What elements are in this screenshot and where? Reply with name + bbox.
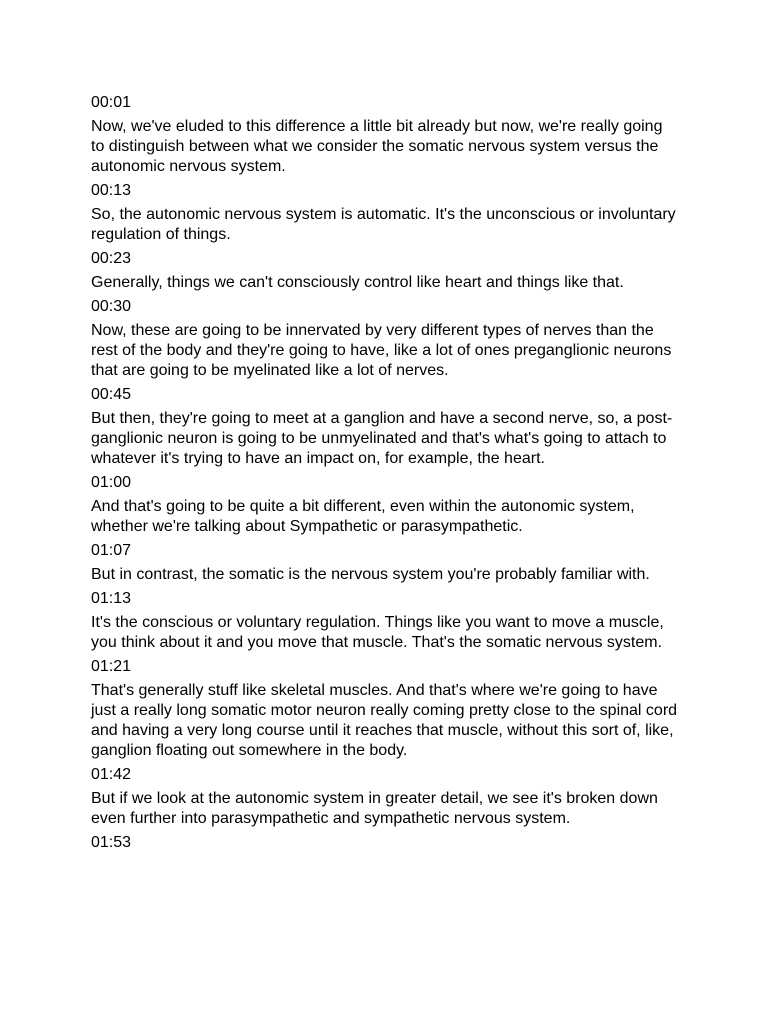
transcript-paragraph: So, the autonomic nervous system is automatic. It's the unconscious or involuntary regulation of things.	[91, 206, 676, 243]
transcript-paragraph: That's generally stuff like skeletal muscles. And that's where we're going to have just a really long somatic motor neuron really coming pretty close to the spinal cord and having a very long course until it reaches that muscle, without this sort of, like, ganglion floating out somewhere in the body.	[91, 682, 678, 759]
timestamp: 01:42	[91, 766, 132, 783]
transcript-paragraph: But if we look at the autonomic system in greater detail, we see it's broken down even further into parasympathetic and sympathetic nervous system.	[91, 790, 658, 827]
timestamp: 00:13	[91, 182, 132, 199]
transcript-paragraph: Generally, things we can't consciously control like heart and things like that.	[91, 274, 624, 291]
transcript-paragraph: Now, these are going to be innervated by very different types of nerves than the rest of the body and they're going to have, like a lot of ones preganglionic neurons that are going to be myelinated like a lot of nerves.	[91, 322, 672, 379]
timestamp: 00:30	[91, 298, 132, 315]
timestamp: 01:13	[91, 590, 132, 607]
timestamp: 01:53	[91, 834, 132, 851]
transcript-paragraph: But in contrast, the somatic is the nervous system you're probably familiar with.	[91, 566, 650, 583]
timestamp: 01:07	[91, 542, 132, 559]
transcript-paragraph: It's the conscious or voluntary regulation. Things like you want to move a muscle, you think about it and you move that muscle. That's the somatic nervous system.	[91, 614, 664, 651]
transcript-paragraph: Now, we've eluded to this difference a little bit already but now, we're really going to distinguish between what we consider the somatic nervous system versus the autonomic nervous system.	[91, 118, 663, 175]
transcript-paragraph: And that's going to be quite a bit different, even within the autonomic system, whether we're talking about Sympathetic or parasympathetic.	[91, 498, 635, 535]
timestamp: 00:01	[91, 94, 132, 111]
transcript-paragraph: But then, they're going to meet at a ganglion and have a second nerve, so, a post-ganglionic neuron is going to be unmyelinated and that's what's going to attach to whatever it's trying to have an impact on, for example, the heart.	[91, 410, 673, 467]
timestamp: 00:45	[91, 386, 132, 403]
timestamp: 01:00	[91, 474, 132, 491]
timestamp: 01:21	[91, 658, 132, 675]
timestamp: 00:23	[91, 250, 132, 267]
